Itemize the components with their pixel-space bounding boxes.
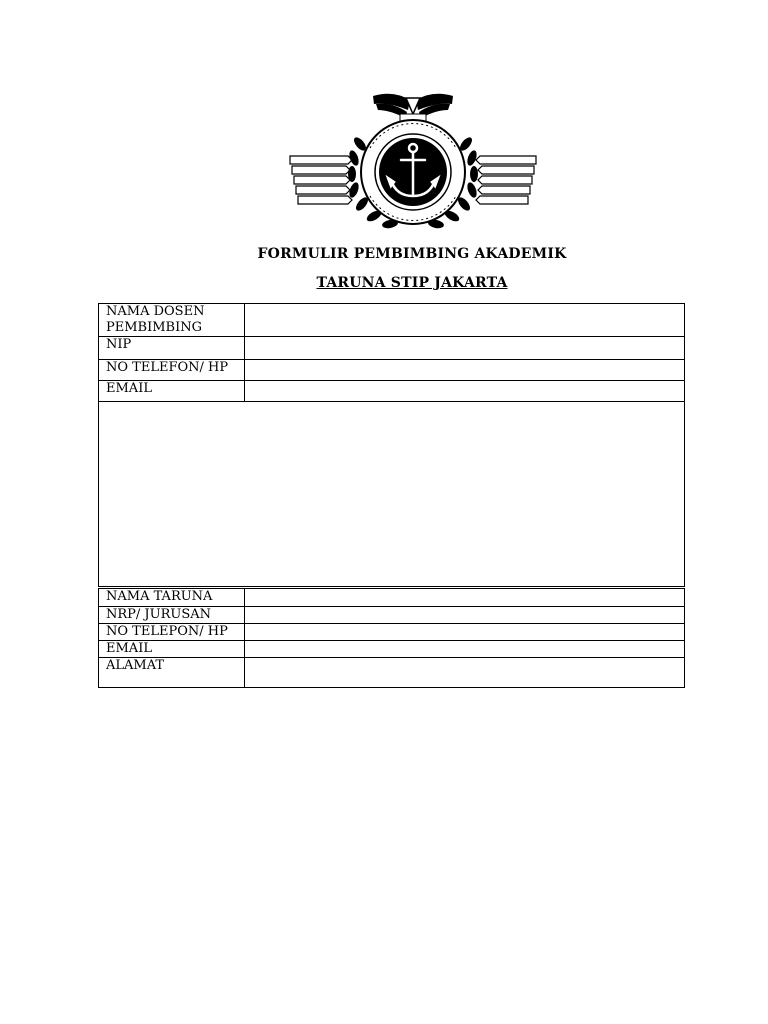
table-row [99,360,685,381]
dosen-email-field[interactable] [245,381,685,402]
nip-field[interactable] [245,337,685,360]
dosen-phone-label: NO TELEFON/ HP [99,360,245,381]
anchor-emblem-icon [288,88,538,238]
form-title: FORMULIR PEMBIMBING AKADEMIK [257,246,567,262]
dosen-email-label: EMAIL [99,381,245,402]
form-subtitle: TARUNA STIP JAKARTA [316,275,508,291]
table-row [99,337,685,360]
nrp-label: NRP/ JURUSAN [99,607,245,624]
nrp-field[interactable] [245,607,685,624]
address-field[interactable] [245,658,685,688]
table-row [99,381,685,402]
taruna-phone-label: NO TELEPON/ HP [99,624,245,641]
table-row [99,607,685,624]
taruna-email-field[interactable] [245,641,685,658]
dosen-phone-field[interactable] [245,360,685,381]
dosen-name-field[interactable] [245,304,685,337]
nip-label: NIP [99,337,245,360]
table-row [99,658,685,688]
taruna-name-label: NAMA TARUNA [99,589,245,607]
notes-area[interactable] [99,402,685,587]
taruna-table [98,588,685,688]
dosen-table [98,303,685,587]
dosen-name-label: NAMA DOSEN PEMBIMBING [99,304,245,337]
table-row [99,304,685,337]
table-row [99,589,685,607]
taruna-name-field[interactable] [245,589,685,607]
table-row [99,624,685,641]
table-row [99,402,685,587]
table-row [99,641,685,658]
taruna-phone-field[interactable] [245,624,685,641]
address-label: ALAMAT [99,658,245,688]
taruna-email-label: EMAIL [99,641,245,658]
